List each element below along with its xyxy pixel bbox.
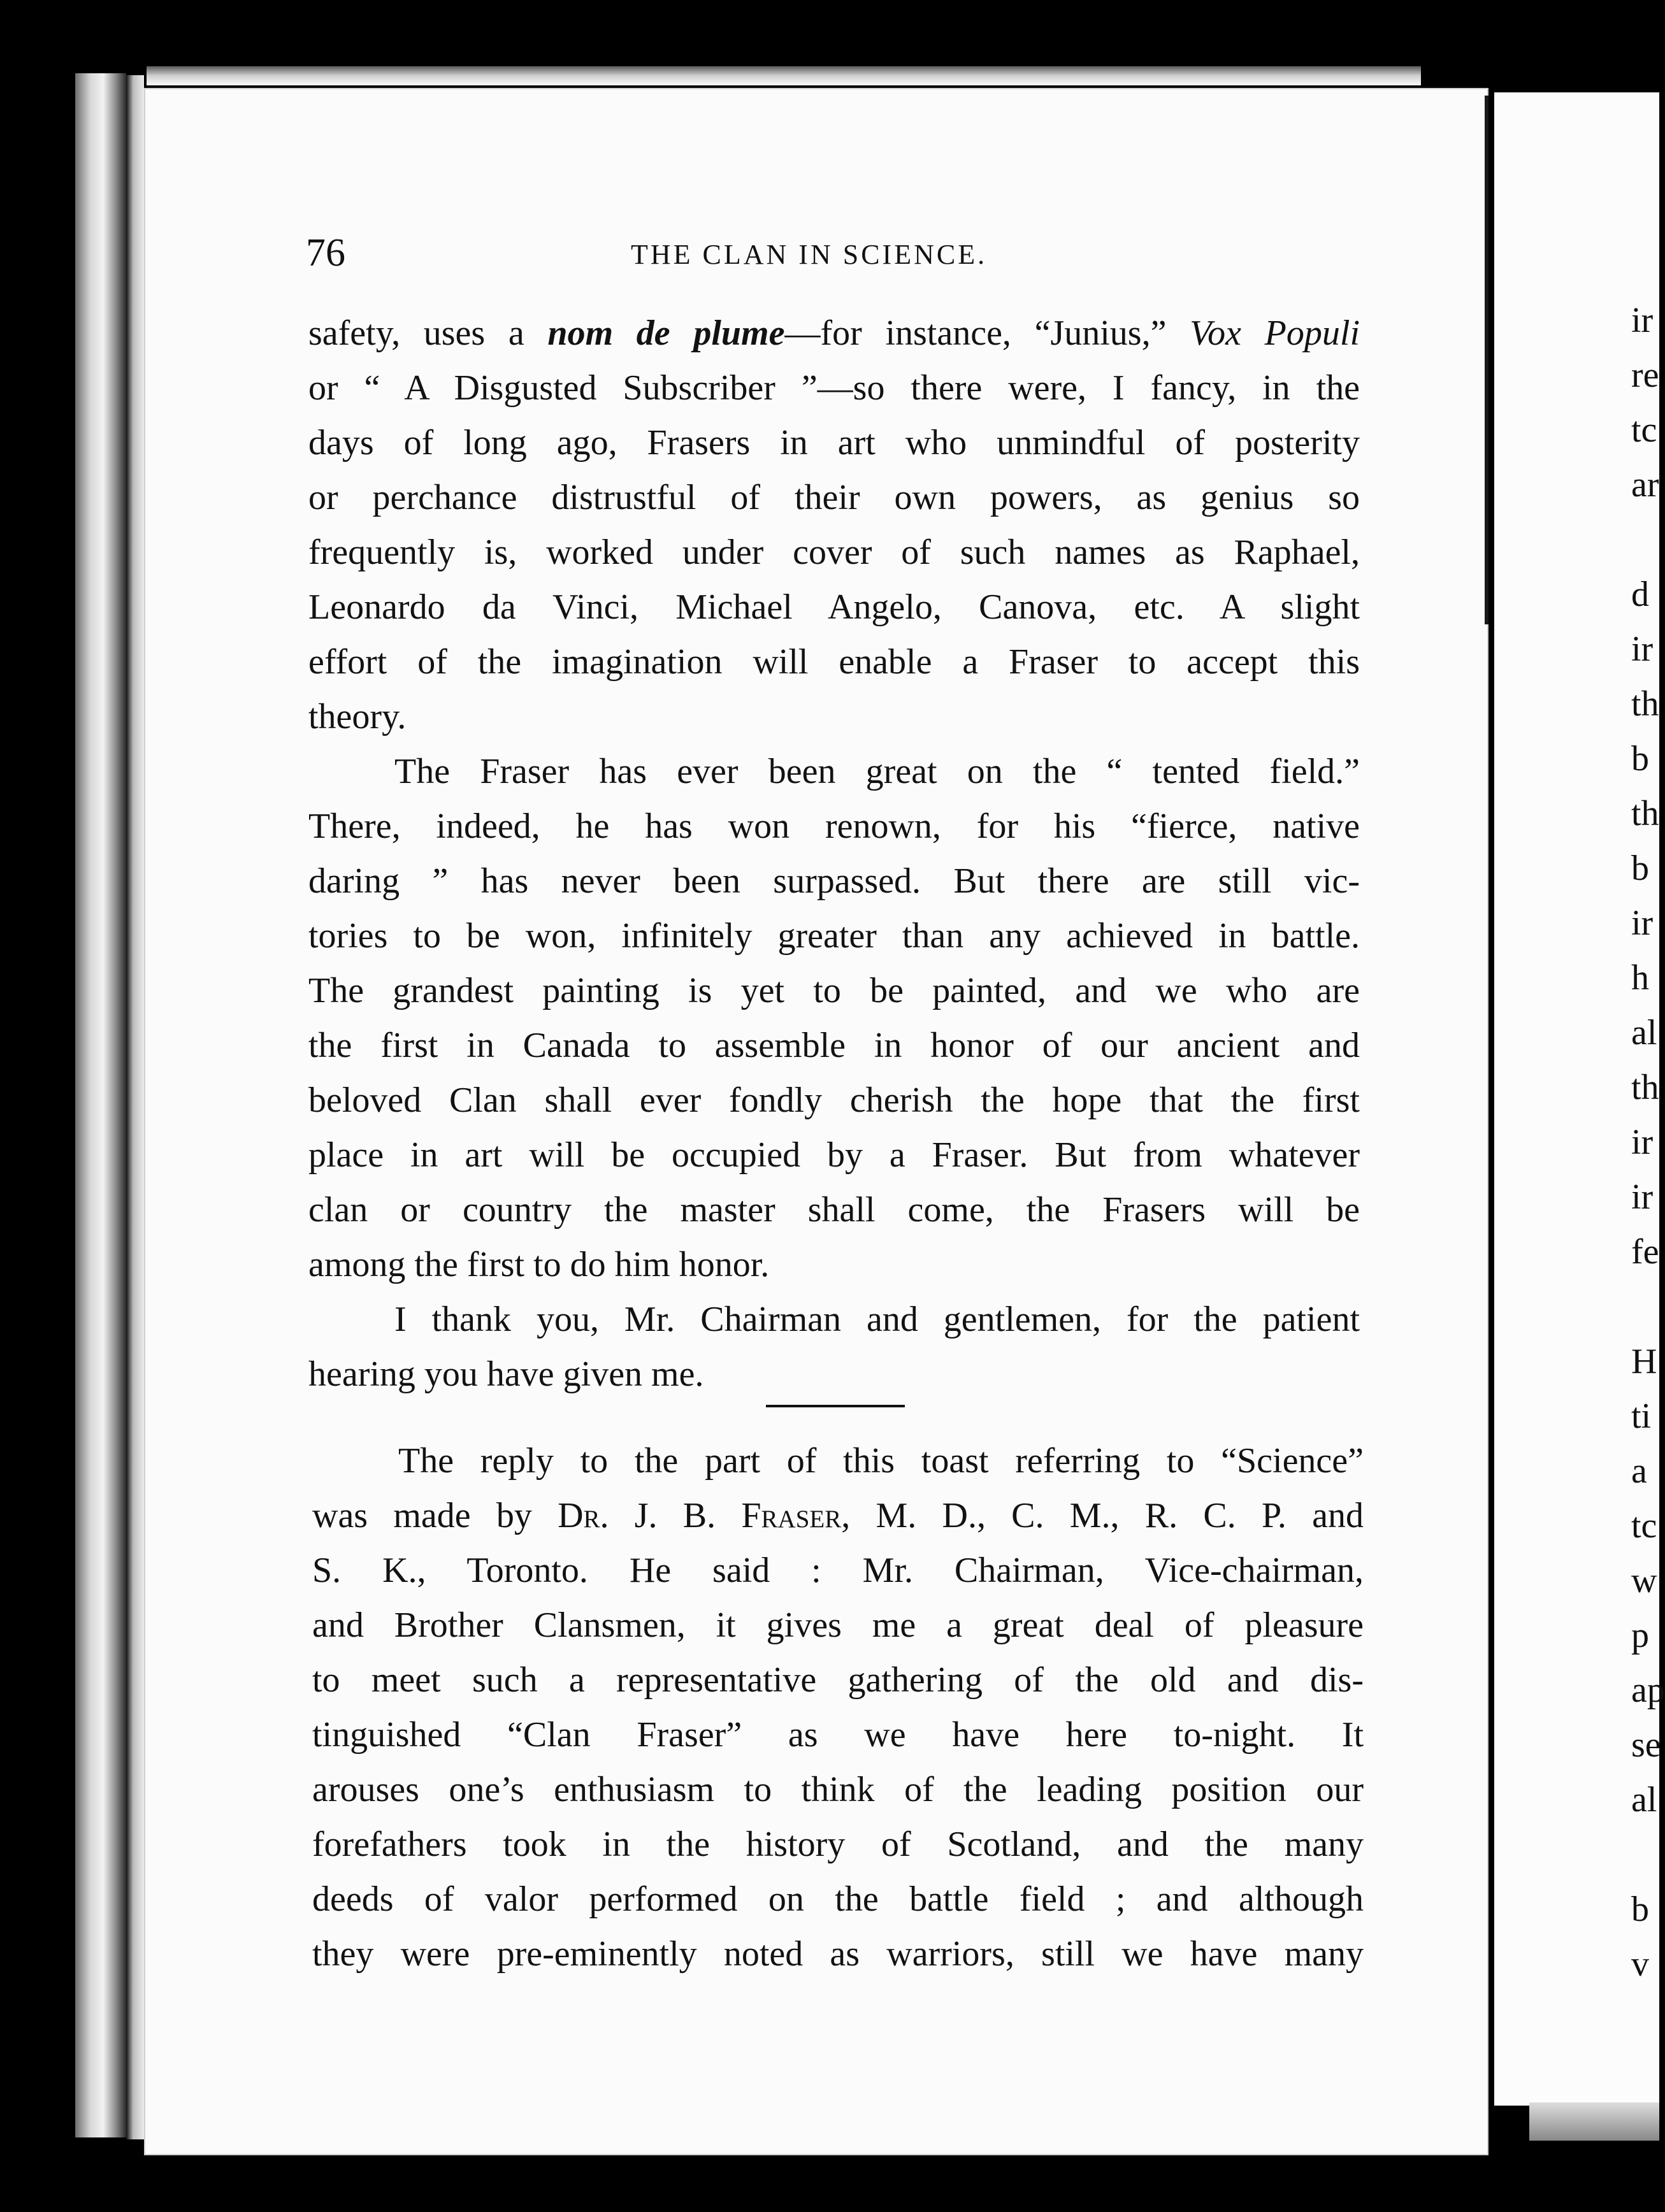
- page-number: 76: [306, 231, 345, 275]
- facing-page-fragment: ir: [1631, 1177, 1654, 1217]
- facing-page-fragment: ap: [1631, 1670, 1665, 1710]
- text-line: forefathers took in the history of Scotland, and the many: [312, 1825, 1364, 1864]
- facing-page-fragment: [1631, 512, 1659, 567]
- text-line: place in art will be occupied by a Fraser. But from whatever: [308, 1135, 1360, 1175]
- text-line: daring ” has never been surpassed. But there are still vic-: [308, 861, 1360, 901]
- text-line: tories to be won, infinitely greater than any achieved in battle.: [308, 916, 1360, 956]
- text-line: The Fraser has ever been great on the “ tented field.”: [394, 752, 1360, 791]
- text-line: S. K., Toronto. He said : Mr. Chairman, Vice-chairman,: [312, 1551, 1364, 1590]
- facing-page-fragment: tc: [1631, 1506, 1657, 1546]
- section-divider: [766, 1405, 905, 1407]
- facing-page-fragment: b: [1631, 739, 1649, 779]
- facing-page-fragment: ir: [1631, 629, 1654, 669]
- book-edge-left: [75, 73, 126, 2137]
- text-line: deeds of valor performed on the battle field ; and although: [312, 1879, 1364, 1919]
- facing-page-fragment: ir: [1631, 301, 1654, 340]
- facing-page-fragment: [1631, 1279, 1659, 1334]
- facing-page-fragment: al: [1631, 1780, 1657, 1820]
- text-line: hearing you have given me.: [308, 1354, 704, 1394]
- facing-page-text-fragments: [1631, 293, 1665, 1992]
- text-line: days of long ago, Frasers in art who unmindful of posterity: [308, 423, 1360, 463]
- facing-page-fragment: p: [1631, 1616, 1649, 1655]
- text-line: arouses one’s enthusiasm to think of the leading position our: [312, 1770, 1364, 1809]
- facing-page-fragment: w: [1631, 1561, 1657, 1600]
- text-line: tinguished “Clan Fraser” as we have here to-night. It: [312, 1715, 1364, 1755]
- text-line: to meet such a representative gathering of the old and dis-: [312, 1660, 1364, 1700]
- text-line: I thank you, Mr. Chairman and gentlemen, for the patient: [394, 1300, 1360, 1339]
- text-line: safety, uses a nom de plume—for instance, “Junius,” Vox Populi: [308, 313, 1360, 353]
- text-line: the first in Canada to assemble in honor of our ancient and: [308, 1026, 1360, 1065]
- facing-page-fragment: ti: [1631, 1397, 1652, 1436]
- text-line: The grandest painting is yet to be painted, and we who are: [308, 971, 1360, 1010]
- facing-page-fragment: fe: [1631, 1232, 1659, 1272]
- facing-page-fragment: h: [1631, 958, 1649, 998]
- facing-page-fragment: d: [1631, 575, 1649, 614]
- facing-page-fragment: th: [1631, 684, 1659, 724]
- facing-page-fragment: al: [1631, 1013, 1657, 1052]
- text-line: theory.: [308, 697, 407, 736]
- text-line: Leonardo da Vinci, Michael Angelo, Canova, etc. A slight: [308, 587, 1360, 627]
- running-head: THE CLAN IN SCIENCE.: [631, 239, 988, 270]
- text-line: frequently is, worked under cover of such names as Raphael,: [308, 533, 1360, 572]
- facing-page-fragment: ir: [1631, 1123, 1654, 1162]
- text-line: or perchance distrustful of their own powers, as genius so: [308, 478, 1360, 517]
- text-line: or “ A Disgusted Subscriber ”—so there were, I fancy, in the: [308, 368, 1360, 408]
- page-header: [306, 231, 1364, 275]
- facing-page-fragment: ar: [1631, 465, 1659, 505]
- facing-page-fragment: th: [1631, 794, 1659, 833]
- book-edge-top: [147, 66, 1421, 85]
- book-binding-shadow: [126, 75, 144, 2139]
- body-text-top: [308, 306, 1360, 1402]
- text-line: and Brother Clansmen, it gives me a great deal of pleasure: [312, 1605, 1364, 1645]
- text-line: There, indeed, he has won renown, for his “fierce, native: [308, 807, 1360, 846]
- facing-page-fragment: tc: [1631, 410, 1657, 450]
- facing-page-fragment: b: [1631, 1890, 1649, 1929]
- facing-page-fragment: re: [1631, 356, 1659, 395]
- text-line: among the first to do him honor.: [308, 1245, 770, 1284]
- text-line: The reply to the part of this toast referring to “Science”: [398, 1441, 1364, 1481]
- facing-page-fragment: th: [1631, 1068, 1659, 1107]
- facing-page-fragment: H: [1631, 1342, 1657, 1381]
- facing-page-fragment: ir: [1631, 903, 1654, 943]
- text-line: effort of the imagination will enable a Fraser to accept this: [308, 642, 1360, 682]
- facing-page-fragment: a: [1631, 1451, 1647, 1491]
- gutter-line: [1485, 96, 1488, 624]
- facing-page-fragment: se: [1631, 1725, 1661, 1765]
- text-line: clan or country the master shall come, the Frasers will be: [308, 1190, 1360, 1230]
- facing-page-fragment: v: [1631, 1944, 1649, 1984]
- facing-page-fragment: [1631, 1827, 1659, 1882]
- book-edge-bottom-right: [1529, 2102, 1659, 2141]
- facing-page-fragment: b: [1631, 849, 1649, 888]
- text-line: was made by Dr. J. B. Fraser, M. D., C. M., R. C. P. and: [312, 1496, 1364, 1535]
- body-text-bottom: [312, 1433, 1364, 1981]
- text-line: beloved Clan shall ever fondly cherish the hope that the first: [308, 1081, 1360, 1120]
- text-line: they were pre-eminently noted as warriors, still we have many: [312, 1934, 1364, 1974]
